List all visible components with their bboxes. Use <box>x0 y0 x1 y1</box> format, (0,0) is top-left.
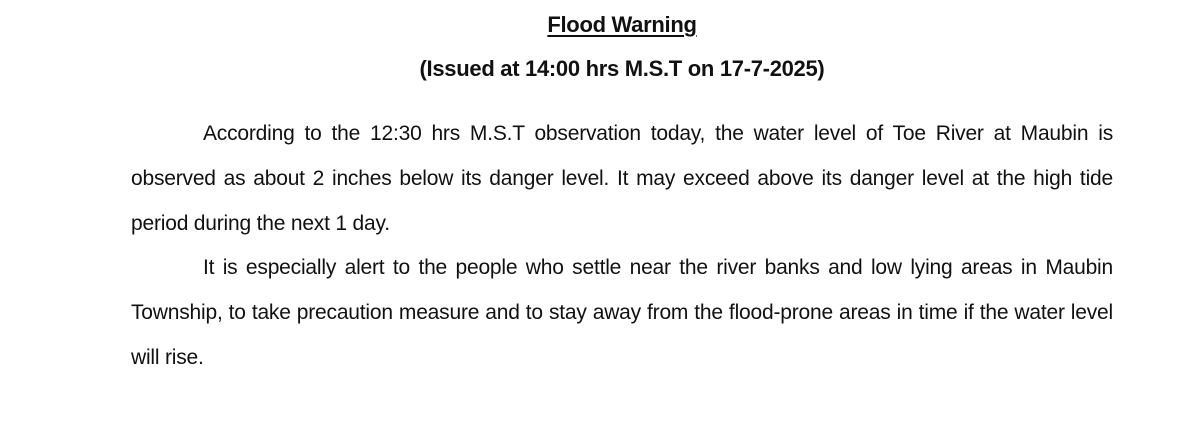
observation-paragraph: According to the 12:30 hrs M.S.T observation today, the water level of Toe River at Maubin is observed as about 2 inches below its danger level. It may exceed above its danger level at the high tide period during the next 1 day. <box>131 122 1113 235</box>
alert-paragraph: It is especially alert to the people who settle near the river banks and low lying areas in Maubin Township, to take precaution measure and to stay away from the flood-prone areas in time if the water level will rise. <box>131 256 1113 369</box>
document-title: Flood Warning <box>547 12 697 37</box>
issued-timestamp: (Issued at 14:00 hrs M.S.T on 17-7-2025) <box>419 56 825 81</box>
